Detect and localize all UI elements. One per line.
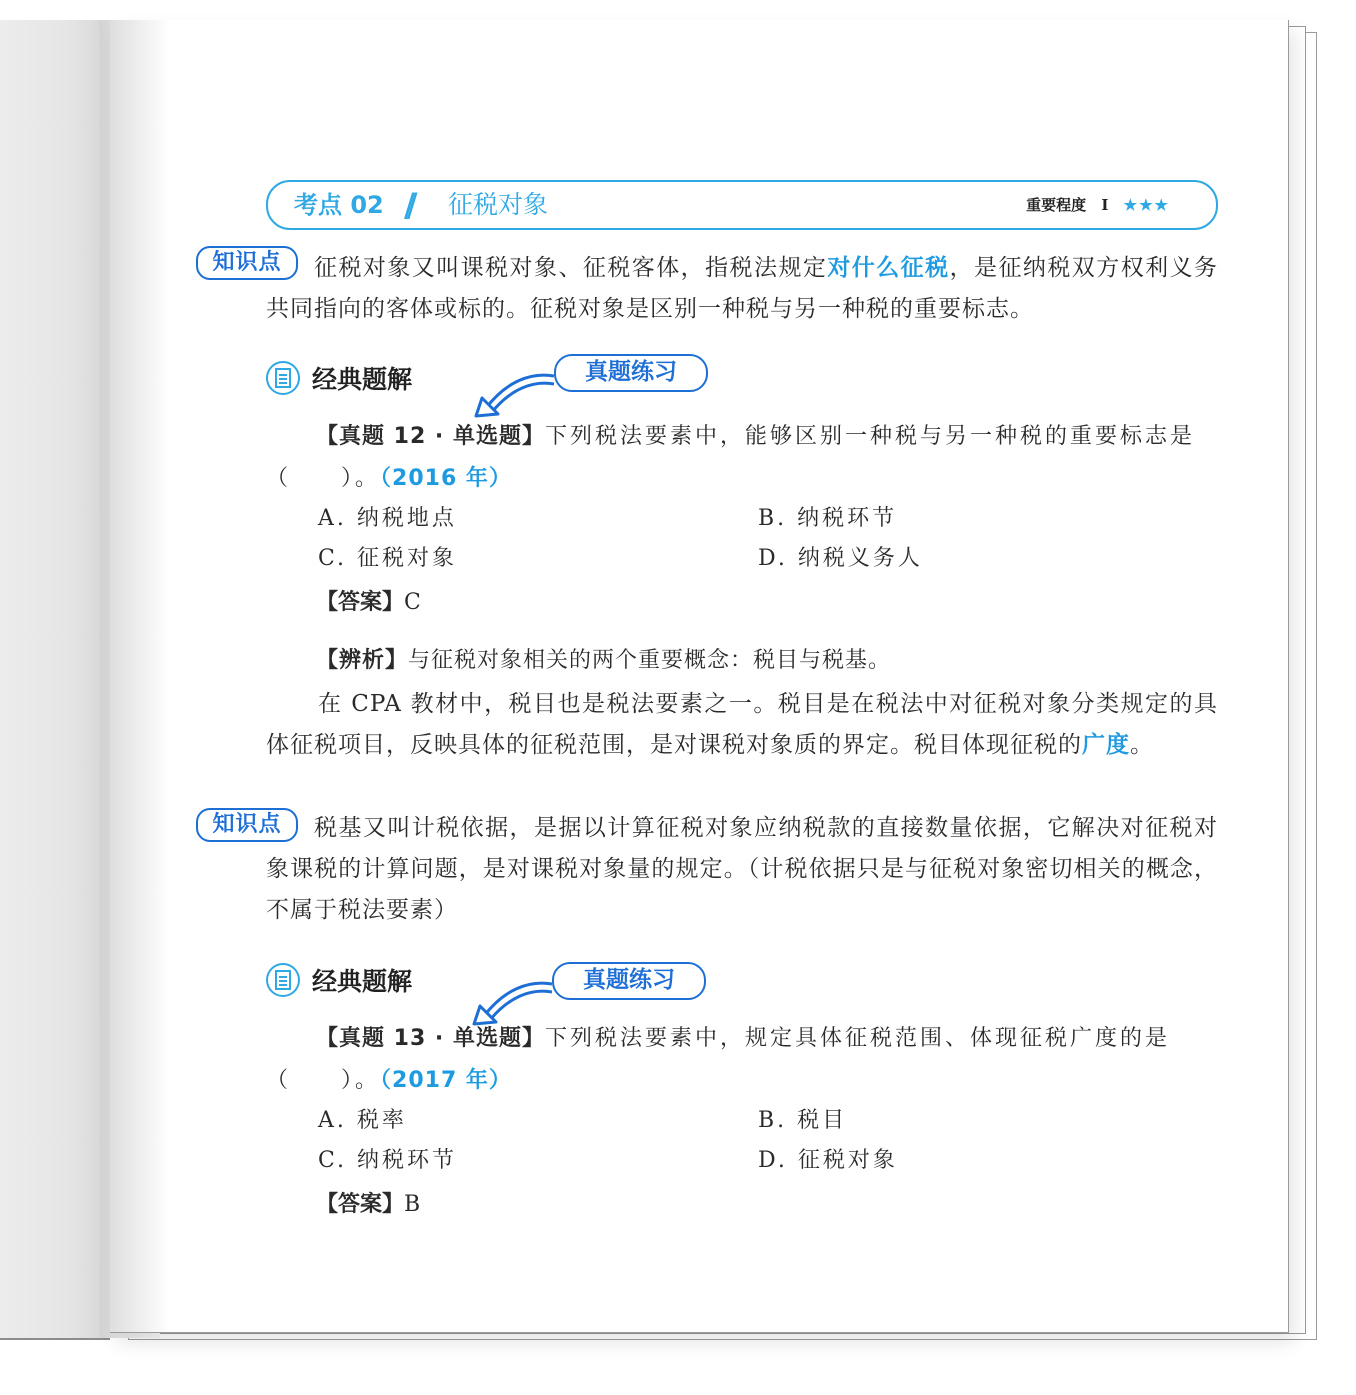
answer-value: B xyxy=(404,1192,421,1217)
section-number: 考点 02 xyxy=(294,191,384,219)
option-c: C. 纳税环节 xyxy=(318,1148,458,1173)
question-12-stem: 下列税法要素中，能够区别一种税与另一种税的重要标志是（ ）。 xyxy=(266,424,1195,491)
k1-text-post: ，是征纳税双方权利义务共同指向的客体或标的。征税对象是区别一种税与另一种税的重要标志。 xyxy=(266,255,1219,322)
question-13-stem: 下列税法要素中，规定具体征税范围、体现征税广度的是（ ）。 xyxy=(266,1026,1170,1093)
classic-section-label: 经典题解 xyxy=(312,967,413,996)
curved-arrow-icon xyxy=(472,364,558,420)
analysis-paragraph xyxy=(266,684,1218,766)
analysis-paragraph-post: 。 xyxy=(1130,732,1154,758)
analysis-paragraph-pre: 在 CPA 教材中，税目也是税法要素之一。税目是在税法中对征税对象分类规定的具体征税项目，反映具体的征税范围，是对课税对象质的界定。税目体现征税的 xyxy=(266,691,1218,758)
k1-highlight: 对什么征税 xyxy=(827,255,950,281)
left-page-edge xyxy=(0,20,110,1340)
knowledge-point-text: 税基又叫计税依据，是据以计算征税对象应纳税款的直接数量依据，它解决对征税对象课税的计算问题，是对课税对象量的规定。（计税依据只是与征税对象密切相关的概念，不属于税法要素） xyxy=(266,815,1218,923)
question-12-year: （2016 年） xyxy=(380,466,512,491)
star-rating-icon: ★★★ xyxy=(1123,196,1170,214)
document-icon xyxy=(266,361,300,395)
importance-rating xyxy=(1026,182,1170,228)
option-d: D. 征税对象 xyxy=(758,1148,898,1173)
knowledge-point-text xyxy=(266,248,1218,330)
question-12 xyxy=(266,416,1218,500)
answer-13 xyxy=(316,1190,420,1220)
knowledge-point-tag: 知识点 xyxy=(196,246,298,280)
k1-text-pre: 征税对象又叫课税对象、征税客体，指税法规定 xyxy=(314,255,828,281)
book-page xyxy=(110,20,1289,1333)
option-c: C. 征税对象 xyxy=(318,546,458,571)
option-b: B. 纳税环节 xyxy=(758,506,898,531)
document-icon xyxy=(266,963,300,997)
header-slash-divider: // xyxy=(404,186,410,224)
analysis-highlight: 广度 xyxy=(1082,732,1130,758)
section-header xyxy=(266,180,1218,230)
option-b: B. 税目 xyxy=(758,1108,848,1133)
analysis-12 xyxy=(316,646,891,676)
answer-value: C xyxy=(404,590,421,615)
importance-separator: I xyxy=(1101,196,1109,214)
classic-section-heading xyxy=(266,962,412,1002)
knowledge-point-tag: 知识点 xyxy=(196,808,298,842)
option-a: A. 税率 xyxy=(318,1108,407,1133)
practice-tag: 真题练习 xyxy=(554,354,708,392)
analysis-text: 与征税对象相关的两个重要概念：税目与税基。 xyxy=(408,648,892,673)
classic-section-label: 经典题解 xyxy=(312,365,413,394)
section-title: 征税对象 xyxy=(448,190,549,219)
option-a: A. 纳税地点 xyxy=(318,506,457,531)
page-gutter-shadow xyxy=(110,20,170,1332)
option-d: D. 纳税义务人 xyxy=(758,546,923,571)
practice-tag: 真题练习 xyxy=(552,962,706,1000)
classic-section-heading xyxy=(266,360,412,400)
question-13-label: 【真题 13 · 单选题】 xyxy=(316,1026,545,1051)
question-12-label: 【真题 12 · 单选题】 xyxy=(316,424,545,449)
answer-12 xyxy=(316,588,421,618)
answer-label: 【答案】 xyxy=(316,1192,405,1217)
importance-label: 重要程度 xyxy=(1026,196,1087,214)
analysis-label: 【辨析】 xyxy=(316,648,409,673)
question-13-year: （2017 年） xyxy=(380,1068,512,1093)
answer-label: 【答案】 xyxy=(316,590,405,615)
question-13 xyxy=(266,1018,1218,1102)
